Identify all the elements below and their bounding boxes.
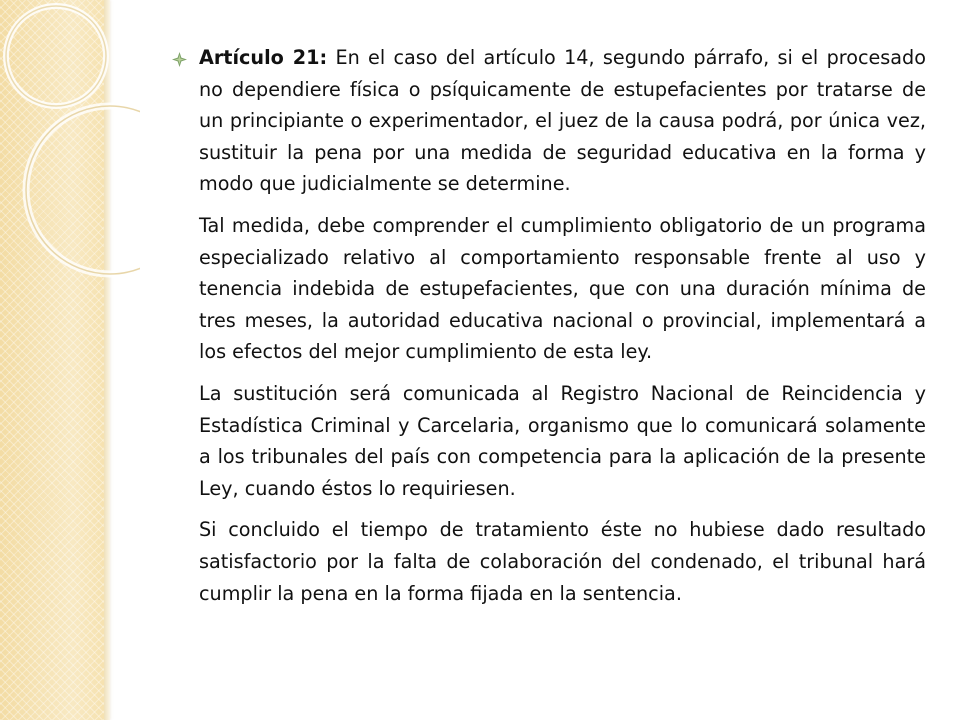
body-paragraph: La sustitución será comunicada al Registro Nacional de Reincidencia y Estadística Criminal y Carcelaria, organismo que lo comunicará solamente a los tribunales del país con competencia para la aplicación de la presente Ley, cuando éstos lo requiriesen.: [199, 381, 926, 500]
article-label: Artículo 21:: [199, 46, 328, 69]
article-intro-text: En el caso del artículo 14, segundo párrafo, si el procesado no dependiere física o psíquicamente de estupefacientes por tratarse de un principiante o experimentador, el juez de la causa podrá, por única vez, sustituir la pena por una medida de seguridad educativa en la forma y modo que judicialmente se determine.: [199, 46, 926, 196]
decorative-circles: [0, 0, 140, 320]
article-paragraph: [172, 42, 926, 200]
body-paragraph: Tal medida, debe comprender el cumplimiento obligatorio de un programa especializado relativo al comportamiento responsable frente al uso y tenencia indebida de estupefacientes, que con una duración mínima de tres meses, la autoridad educativa nacional o provincial, implementará a los efectos del mejor cumplimiento de esta ley.: [199, 213, 926, 364]
diamond-bullet-icon: [172, 52, 187, 67]
body-paragraph: Si concluido el tiempo de tratamiento éste no hubiese dado resultado satisfactorio por la falta de colaboración del condenado, el tribunal hará cumplir la pena en la forma fijada en la sentencia.: [199, 518, 926, 605]
slide-content: [172, 42, 926, 619]
